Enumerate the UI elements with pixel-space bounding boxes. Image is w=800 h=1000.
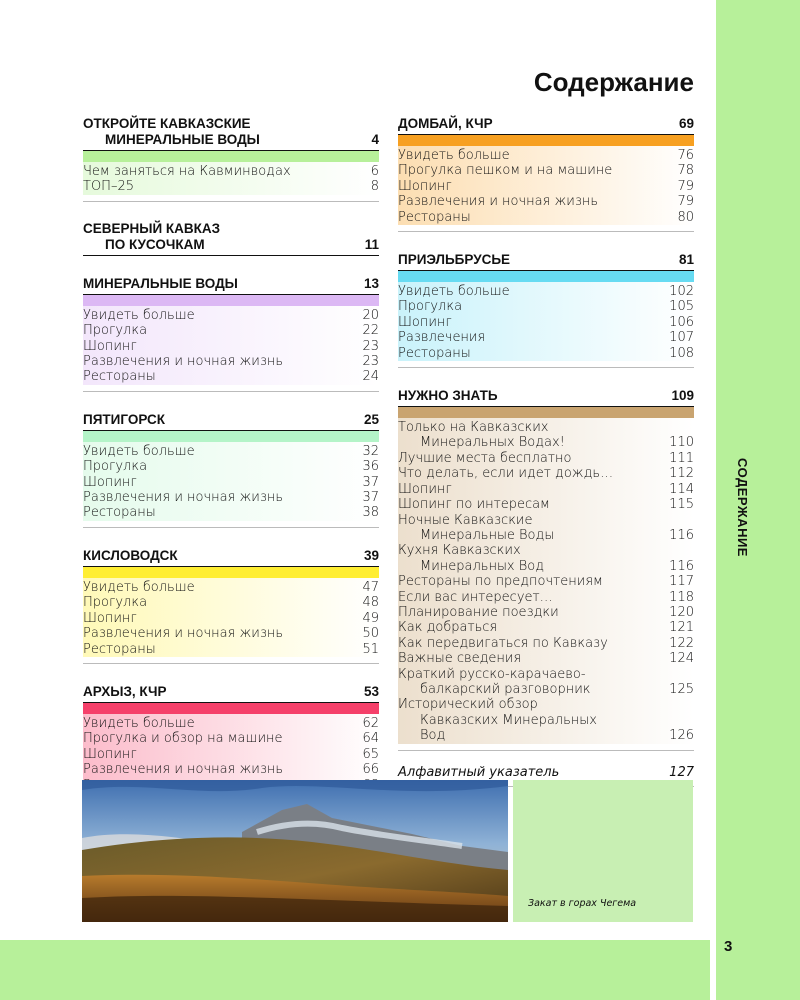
section-title-line: КИСЛОВОДСК	[83, 547, 178, 563]
toc-entry-title	[83, 179, 365, 194]
section-title-line: ПО КУСОЧКАМ	[105, 236, 205, 252]
section-title-line: МИНЕРАЛЬНЫЕ ВОДЫ	[105, 132, 260, 147]
toc-entry-page: 78	[677, 163, 694, 179]
toc-entry-page: 6	[370, 164, 379, 179]
toc-entry[interactable]	[83, 747, 379, 762]
toc-entry-line: Шопинг	[398, 178, 452, 194]
section-title-line: МИНЕРАЛЬНЫЕ ВОДЫ	[83, 275, 238, 291]
toc-entry-title	[83, 580, 356, 595]
toc-entry-line: Прогулка и обзор на машине	[83, 731, 283, 747]
toc-entry-title	[83, 505, 356, 520]
toc-entry-title	[398, 346, 663, 361]
toc-entry-title	[83, 611, 356, 626]
bottom-band	[0, 940, 710, 1000]
section-title-line: ДОМБАЙ, КЧР	[398, 116, 493, 131]
toc-entry-page: 125	[669, 681, 694, 697]
toc-entry-page: 37	[362, 490, 379, 506]
toc-entry-line: Минеральных Вод	[420, 558, 545, 574]
toc-entry-line: Развлечения	[398, 330, 486, 346]
toc-entry-line: Рестораны по предпочтениям	[398, 574, 603, 590]
toc-entry-page: 107	[669, 330, 694, 346]
toc-section	[83, 276, 379, 392]
toc-entry-line: Как добраться	[398, 620, 498, 636]
toc-entry-title	[398, 636, 663, 651]
section-title-line: ПРИЭЛЬБРУСЬЕ	[398, 252, 511, 268]
toc-entry[interactable]	[398, 636, 694, 651]
toc-entry-line: Развлечения и ночная жизнь	[83, 762, 284, 778]
section-items	[83, 306, 379, 385]
toc-entry-page: 102	[669, 284, 694, 300]
section-divider	[398, 361, 694, 368]
toc-entry-title	[398, 163, 671, 178]
toc-entry-line: Увидеть больше	[398, 148, 510, 163]
toc-entry-page: 111	[669, 450, 694, 466]
toc-entry-title	[398, 420, 663, 451]
toc-entry-line: Рестораны	[398, 209, 471, 225]
section-page-number: 53	[363, 683, 379, 699]
toc-entry-line: Прогулка	[83, 595, 148, 611]
toc-entry-line: Рестораны	[83, 369, 156, 385]
side-section-label: СОДЕРЖАНИЕ	[735, 457, 750, 557]
toc-section	[83, 412, 379, 528]
toc-entry-line: Кавказских Минеральных	[420, 712, 597, 728]
toc-entry-line: Увидеть больше	[83, 307, 195, 323]
toc-entry[interactable]	[398, 179, 694, 194]
toc-entry[interactable]	[398, 194, 694, 209]
toc-entry[interactable]	[398, 667, 694, 698]
section-divider	[398, 744, 694, 751]
toc-entry-title	[83, 626, 356, 641]
toc-entry-page: 64	[362, 731, 379, 747]
toc-entry-title	[398, 330, 663, 345]
toc-entry-page: 116	[669, 558, 694, 574]
section-color-band	[83, 295, 379, 306]
toc-entry-page: 37	[362, 474, 379, 490]
section-divider	[83, 195, 379, 202]
landscape-illustration	[82, 780, 508, 922]
toc-section	[398, 116, 694, 232]
section-page-number: 25	[363, 411, 379, 427]
section-title-line: ОТКРОЙТЕ КАВКАЗСКИЕ	[83, 116, 251, 131]
section-page-number: 11	[364, 236, 379, 252]
toc-entry-line: Прогулка	[83, 459, 148, 475]
toc-entry-page: 120	[669, 604, 694, 620]
toc-section	[83, 548, 379, 664]
toc-entry-title	[83, 475, 356, 490]
toc-entry-page: 24	[362, 369, 379, 385]
section-heading[interactable]	[398, 252, 694, 271]
toc-entry[interactable]	[398, 315, 694, 330]
section-page-number: 39	[363, 547, 379, 563]
toc-entry-line: Минеральных Водах!	[420, 435, 565, 451]
toc-column-right	[398, 116, 694, 787]
toc-section	[398, 252, 694, 368]
toc-entry-line: Прогулка	[398, 299, 463, 315]
toc-entry-line: Шопинг	[83, 474, 137, 490]
toc-entry[interactable]	[83, 716, 379, 731]
toc-entry-title	[398, 590, 663, 605]
toc-entry-title	[83, 369, 356, 384]
section-heading[interactable]	[83, 412, 379, 431]
toc-entry-title	[398, 194, 671, 209]
toc-entry-title	[398, 497, 663, 512]
toc-entry[interactable]	[398, 420, 694, 451]
toc-entry-title	[83, 444, 356, 459]
toc-entry-line: Прогулка пешком и на машине	[398, 163, 613, 179]
toc-entry-page: 36	[362, 459, 379, 475]
toc-entry-title	[83, 595, 356, 610]
toc-entry-line: Шопинг по интересам	[398, 497, 550, 513]
section-title-line: НУЖНО ЗНАТЬ	[398, 388, 498, 404]
toc-entry-title	[398, 667, 663, 698]
toc-entry[interactable]	[83, 308, 379, 323]
toc-entry-line: Развлечения и ночная жизнь	[83, 354, 284, 370]
toc-entry[interactable]	[83, 475, 379, 490]
toc-entry-page: 50	[362, 626, 379, 642]
toc-entry-title	[398, 651, 663, 666]
toc-entry-line: Увидеть больше	[83, 715, 195, 731]
toc-entry-title	[398, 210, 671, 225]
toc-entry[interactable]	[398, 466, 694, 481]
toc-entry-page: 126	[669, 728, 694, 744]
toc-entry-line: Если вас интересует…	[398, 589, 553, 605]
toc-entry-page: 23	[362, 354, 379, 370]
toc-entry-title	[398, 299, 663, 314]
toc-entry[interactable]	[83, 164, 379, 179]
section-page-number: 13	[363, 275, 379, 291]
toc-entry[interactable]	[398, 590, 694, 605]
toc-entry[interactable]	[83, 580, 379, 595]
toc-entry-line: Минеральные Воды	[420, 527, 555, 543]
toc-entry-title	[398, 451, 663, 466]
toc-entry-page: 51	[362, 641, 379, 657]
toc-entry-title	[398, 315, 663, 330]
section-page-number: 81	[678, 252, 694, 268]
toc-entry[interactable]	[83, 731, 379, 746]
toc-entry-line: Шопинг	[83, 746, 137, 762]
toc-entry[interactable]	[398, 346, 694, 361]
toc-entry-page: 121	[669, 620, 694, 636]
toc-section	[83, 116, 379, 202]
toc-entry-title	[398, 513, 663, 544]
toc-entry-page: 106	[669, 314, 694, 330]
toc-entry-page: 117	[669, 574, 694, 590]
toc-entry-title	[83, 747, 356, 762]
toc-entry[interactable]	[398, 210, 694, 225]
index-entry-page: 127	[669, 764, 694, 780]
page-title: Содержание	[533, 67, 694, 97]
section-divider	[398, 225, 694, 232]
toc-entry-title	[83, 354, 356, 369]
toc-entry[interactable]	[83, 505, 379, 520]
toc-entry-page: 114	[669, 481, 694, 497]
section-page-number: 69	[678, 116, 694, 131]
toc-entry[interactable]	[398, 697, 694, 743]
section-heading[interactable]	[83, 548, 379, 567]
toc-entry-page: 118	[669, 589, 694, 605]
toc-entry-page: 8	[370, 179, 379, 195]
toc-entry[interactable]	[398, 451, 694, 466]
section-title-line: ПЯТИГОРСК	[83, 411, 165, 427]
toc-entry-line: Шопинг	[83, 338, 137, 354]
toc-entry-page: 116	[669, 527, 694, 543]
toc-entry-page: 110	[669, 435, 694, 451]
section-divider	[83, 657, 379, 664]
toc-entry-page: 66	[362, 762, 379, 778]
page-number: 3	[724, 938, 733, 955]
toc-entry-title	[83, 642, 356, 657]
toc-entry-title	[83, 339, 356, 354]
section-heading[interactable]	[83, 684, 379, 703]
toc-entry-page: 79	[677, 194, 694, 210]
section-divider	[83, 521, 379, 528]
toc-entry-line: Шопинг	[398, 314, 452, 330]
toc-entry[interactable]	[83, 354, 379, 369]
toc-entry-line: Важные сведения	[398, 651, 522, 667]
sidebar-band	[716, 0, 800, 930]
toc-entry-page: 124	[669, 651, 694, 667]
toc-section	[83, 221, 379, 256]
section-page-number: 109	[671, 388, 694, 404]
toc-entry-line: ТОП–25	[83, 179, 134, 195]
toc-entry-line: Прогулка	[83, 323, 148, 339]
toc-entry-title	[83, 459, 356, 474]
toc-entry-line: Рестораны	[83, 641, 156, 657]
section-heading[interactable]	[83, 276, 379, 295]
toc-entry[interactable]	[398, 574, 694, 589]
section-items	[398, 146, 694, 225]
toc-entry-page: 32	[362, 443, 379, 459]
section-items	[83, 162, 379, 195]
section-page-number: 4	[371, 132, 379, 147]
section-title-line: АРХЫЗ, КЧР	[83, 683, 167, 699]
toc-entry-title	[83, 490, 356, 505]
toc-entry[interactable]	[83, 369, 379, 384]
section-color-band	[398, 407, 694, 418]
toc-entry[interactable]	[398, 284, 694, 299]
section-items	[83, 442, 379, 521]
toc-entry-line: Что делать, если идет дождь…	[398, 466, 614, 482]
toc-entry-line: Лучшие места бесплатно	[398, 450, 572, 466]
toc-entry-page: 115	[669, 497, 694, 513]
toc-entry[interactable]	[398, 651, 694, 666]
toc-entry[interactable]	[398, 148, 694, 163]
toc-entry-line: Чем заняться на Кавминводах	[83, 164, 291, 179]
toc-entry-line: Вод	[420, 728, 446, 744]
toc-entry[interactable]	[398, 620, 694, 635]
toc-entry[interactable]	[83, 459, 379, 474]
toc-entry-page: 112	[669, 466, 694, 482]
toc-entry[interactable]	[398, 330, 694, 345]
toc-entry-page: 20	[362, 307, 379, 323]
toc-entry[interactable]	[398, 605, 694, 620]
section-color-band	[83, 151, 379, 162]
toc-entry[interactable]	[83, 179, 379, 194]
toc-entry[interactable]	[83, 762, 379, 777]
toc-entry[interactable]	[398, 482, 694, 497]
toc-entry-page: 62	[362, 715, 379, 731]
section-items	[83, 578, 379, 657]
toc-entry-title	[398, 697, 663, 743]
toc-entry-title	[398, 284, 663, 299]
toc-entry-title	[83, 731, 356, 746]
mountain-sunset-photo	[82, 780, 508, 922]
toc-entry-line: Увидеть больше	[398, 284, 510, 300]
toc-entry-page: 23	[362, 338, 379, 354]
toc-entry[interactable]	[83, 595, 379, 610]
toc-entry-page: 122	[669, 635, 694, 651]
toc-entry[interactable]	[83, 339, 379, 354]
toc-entry-title	[398, 543, 663, 574]
section-items	[398, 282, 694, 361]
toc-entry-title	[398, 466, 663, 481]
toc-entry-line: Ночные Кавказские	[398, 512, 533, 528]
toc-entry-page: 76	[677, 148, 694, 163]
toc-entry-page: 108	[669, 345, 694, 361]
toc-entry[interactable]	[398, 513, 694, 544]
toc-entry-line: Развлечения и ночная жизнь	[83, 626, 284, 642]
toc-entry[interactable]	[83, 626, 379, 641]
toc-entry-title	[398, 482, 663, 497]
section-color-band	[398, 271, 694, 282]
toc-entry-line: Рестораны	[398, 345, 471, 361]
toc-entry-line: Краткий русско-карачаево-	[398, 666, 586, 682]
toc-entry-page: 47	[362, 579, 379, 595]
section-items	[398, 418, 694, 744]
toc-entry[interactable]	[83, 323, 379, 338]
section-color-band	[398, 135, 694, 146]
section-divider	[83, 385, 379, 392]
toc-entry-title	[398, 148, 671, 163]
toc-entry-page: 65	[362, 746, 379, 762]
section-color-band	[83, 431, 379, 442]
toc-section	[398, 388, 694, 751]
section-heading[interactable]	[398, 388, 694, 407]
toc-entry-page: 79	[677, 178, 694, 194]
toc-entry[interactable]	[83, 611, 379, 626]
toc-entry-page: 105	[669, 299, 694, 315]
photo-caption: Закат в горах Чегема	[528, 898, 637, 909]
toc-entry-title	[83, 308, 356, 323]
toc-entry-title	[83, 164, 365, 179]
toc-entry[interactable]	[83, 642, 379, 657]
toc-entry-line: Шопинг	[83, 610, 137, 626]
section-heading[interactable]	[398, 116, 694, 135]
section-color-band	[83, 703, 379, 714]
toc-entry-line: балкарский разговорник	[420, 681, 591, 697]
toc-entry[interactable]	[398, 497, 694, 512]
index-entry-label: Алфавитный указатель	[398, 764, 560, 780]
toc-entry-title	[398, 179, 671, 194]
toc-entry-page: 80	[677, 209, 694, 225]
toc-entry[interactable]	[398, 163, 694, 178]
toc-entry-page: 48	[362, 595, 379, 611]
toc-entry-title	[83, 323, 356, 338]
toc-entry-page: 38	[362, 505, 379, 521]
toc-entry-line: Увидеть больше	[83, 443, 195, 459]
toc-entry-line: Рестораны	[83, 505, 156, 521]
section-color-band	[83, 567, 379, 578]
toc-entry-line: Исторический обзор	[398, 697, 538, 713]
toc-entry[interactable]	[398, 299, 694, 314]
toc-entry[interactable]	[83, 490, 379, 505]
toc-entry-page: 49	[362, 610, 379, 626]
toc-entry-line: Как передвигаться по Кавказу	[398, 635, 608, 651]
toc-entry-line: Шопинг	[398, 481, 452, 497]
toc-entry-title	[398, 620, 663, 635]
toc-entry-line: Увидеть больше	[83, 579, 195, 595]
toc-entry-title	[83, 762, 356, 777]
toc-entry-line: Развлечения и ночная жизнь	[398, 194, 599, 210]
toc-entry-line: Развлечения и ночная жизнь	[83, 490, 284, 506]
toc-entry-page: 22	[362, 323, 379, 339]
toc-column-left	[83, 116, 379, 800]
toc-entry-line: Кухня Кавказских	[398, 543, 521, 559]
toc-entry-title	[398, 605, 663, 620]
toc-entry[interactable]	[398, 543, 694, 574]
section-heading[interactable]	[83, 116, 379, 151]
section-heading[interactable]	[83, 221, 379, 256]
toc-entry-title	[398, 574, 663, 589]
toc-entry-line: Только на Кавказских	[398, 420, 549, 436]
toc-entry[interactable]	[83, 444, 379, 459]
toc-entry-line: Планирование поездки	[398, 604, 559, 620]
toc-entry-title	[83, 716, 356, 731]
section-title-line: СЕВЕРНЫЙ КАВКАЗ	[83, 220, 221, 236]
